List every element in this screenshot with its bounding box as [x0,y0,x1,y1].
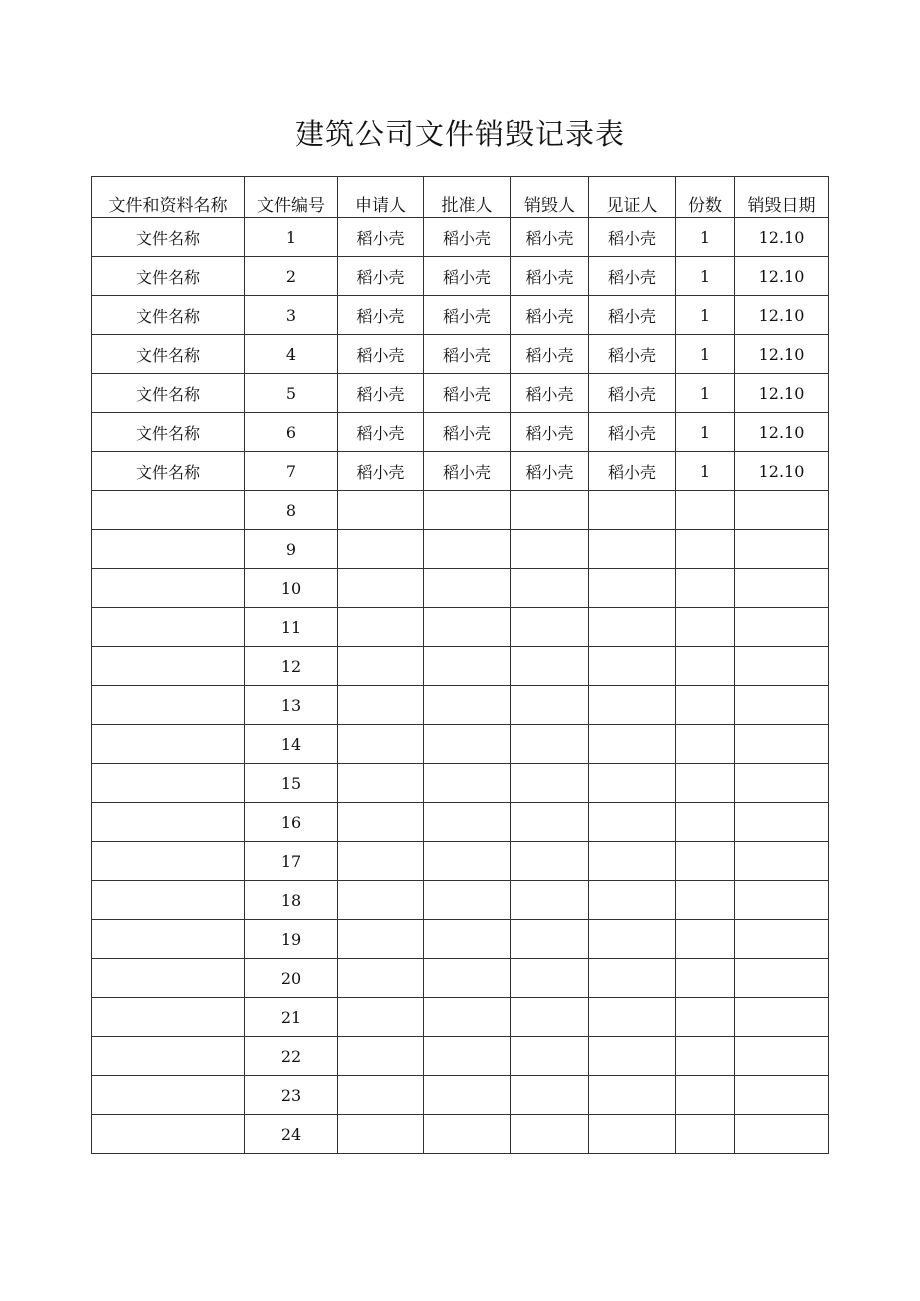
cell-witness: 稻小壳 [589,335,676,374]
cell-document-number: 5 [245,374,338,413]
cell-approver: 稻小壳 [424,296,511,335]
table-row [92,920,829,959]
cell-applicant: 稻小壳 [338,335,424,374]
cell-copies [676,725,735,764]
header-applicant: 申请人 [338,177,424,218]
table-row [92,296,829,335]
header-approver: 批准人 [424,177,511,218]
cell-witness [589,1076,676,1115]
cell-destruction-date [735,1037,829,1076]
table-row [92,608,829,647]
cell-witness [589,998,676,1037]
cell-applicant [338,842,424,881]
cell-applicant [338,998,424,1037]
cell-destroyer [511,998,589,1037]
cell-document-number: 18 [245,881,338,920]
cell-destruction-date [735,608,829,647]
cell-witness [589,491,676,530]
cell-applicant [338,608,424,647]
cell-destruction-date [735,725,829,764]
cell-destroyer: 稻小壳 [511,257,589,296]
cell-document-number: 4 [245,335,338,374]
cell-document-number: 17 [245,842,338,881]
cell-document-number: 10 [245,569,338,608]
cell-destruction-date [735,569,829,608]
cell-witness [589,803,676,842]
cell-document-name [92,959,245,998]
cell-copies [676,920,735,959]
cell-destruction-date [735,920,829,959]
cell-document-name [92,764,245,803]
cell-destroyer [511,530,589,569]
cell-destruction-date: 12.10 [735,452,829,491]
cell-copies [676,491,735,530]
cell-approver: 稻小壳 [424,452,511,491]
header-document-name: 文件和资料名称 [92,177,245,218]
cell-document-name: 文件名称 [92,335,245,374]
cell-document-name [92,881,245,920]
table-row [92,257,829,296]
cell-copies: 1 [676,452,735,491]
cell-witness [589,530,676,569]
cell-destroyer [511,1076,589,1115]
cell-approver: 稻小壳 [424,413,511,452]
cell-destruction-date [735,491,829,530]
cell-approver [424,1076,511,1115]
cell-copies: 1 [676,257,735,296]
cell-document-name [92,998,245,1037]
cell-copies: 1 [676,413,735,452]
cell-witness [589,842,676,881]
cell-approver [424,569,511,608]
table-row [92,842,829,881]
cell-destruction-date [735,959,829,998]
cell-document-name [92,1037,245,1076]
cell-witness: 稻小壳 [589,413,676,452]
cell-approver [424,920,511,959]
cell-document-name: 文件名称 [92,257,245,296]
cell-copies [676,959,735,998]
cell-document-name: 文件名称 [92,296,245,335]
document-title: 建筑公司文件销毁记录表 [294,117,625,151]
cell-applicant: 稻小壳 [338,413,424,452]
cell-approver: 稻小壳 [424,335,511,374]
cell-document-number: 3 [245,296,338,335]
cell-witness: 稻小壳 [589,452,676,491]
cell-applicant: 稻小壳 [338,374,424,413]
cell-applicant [338,1076,424,1115]
cell-applicant: 稻小壳 [338,296,424,335]
header-copies: 份数 [676,177,735,218]
cell-applicant: 稻小壳 [338,218,424,257]
table-row [92,452,829,491]
cell-destroyer: 稻小壳 [511,452,589,491]
cell-copies [676,647,735,686]
cell-destroyer: 稻小壳 [511,374,589,413]
cell-witness [589,686,676,725]
cell-destroyer [511,803,589,842]
table-row [92,764,829,803]
cell-approver [424,1115,511,1154]
cell-copies [676,1037,735,1076]
table-row [92,647,829,686]
table-header-row [92,177,829,218]
cell-approver: 稻小壳 [424,218,511,257]
cell-destruction-date: 12.10 [735,296,829,335]
cell-document-name [92,1076,245,1115]
cell-document-name [92,608,245,647]
cell-document-name [92,530,245,569]
cell-applicant [338,959,424,998]
cell-witness [589,608,676,647]
cell-destroyer [511,686,589,725]
table-row [92,803,829,842]
cell-destruction-date: 12.10 [735,374,829,413]
cell-document-number: 22 [245,1037,338,1076]
cell-document-number: 1 [245,218,338,257]
cell-document-number: 12 [245,647,338,686]
table-row [92,725,829,764]
header-witness: 见证人 [589,177,676,218]
table-row [92,413,829,452]
cell-approver [424,959,511,998]
cell-copies [676,764,735,803]
cell-document-name [92,686,245,725]
cell-destroyer [511,764,589,803]
cell-document-number: 21 [245,998,338,1037]
cell-destroyer [511,647,589,686]
cell-document-number: 2 [245,257,338,296]
cell-destruction-date [735,647,829,686]
cell-witness [589,920,676,959]
cell-applicant: 稻小壳 [338,257,424,296]
table-row [92,998,829,1037]
cell-applicant [338,569,424,608]
cell-witness: 稻小壳 [589,218,676,257]
cell-approver [424,686,511,725]
cell-destruction-date [735,1115,829,1154]
cell-document-name [92,725,245,764]
cell-destruction-date [735,764,829,803]
cell-applicant [338,530,424,569]
cell-witness: 稻小壳 [589,374,676,413]
table-row [92,1076,829,1115]
cell-applicant [338,647,424,686]
table-row [92,1037,829,1076]
cell-document-name [92,569,245,608]
cell-approver: 稻小壳 [424,257,511,296]
cell-destroyer [511,491,589,530]
cell-document-number: 15 [245,764,338,803]
cell-copies [676,881,735,920]
cell-copies: 1 [676,374,735,413]
cell-witness: 稻小壳 [589,257,676,296]
cell-document-name [92,491,245,530]
cell-document-name: 文件名称 [92,374,245,413]
cell-approver [424,881,511,920]
cell-copies [676,1115,735,1154]
cell-document-name [92,1115,245,1154]
table-row [92,218,829,257]
cell-witness: 稻小壳 [589,296,676,335]
cell-destruction-date [735,530,829,569]
cell-destruction-date: 12.10 [735,257,829,296]
cell-destroyer [511,1037,589,1076]
cell-witness [589,1037,676,1076]
cell-document-number: 20 [245,959,338,998]
table-row [92,881,829,920]
cell-destruction-date [735,686,829,725]
cell-document-number: 6 [245,413,338,452]
cell-copies [676,803,735,842]
cell-witness [589,959,676,998]
cell-destroyer [511,1115,589,1154]
cell-destruction-date: 12.10 [735,413,829,452]
table-row [92,374,829,413]
cell-destroyer: 稻小壳 [511,413,589,452]
cell-document-number: 19 [245,920,338,959]
cell-document-number: 9 [245,530,338,569]
cell-copies [676,530,735,569]
cell-destroyer: 稻小壳 [511,218,589,257]
cell-destroyer: 稻小壳 [511,296,589,335]
cell-approver [424,1037,511,1076]
table-body [92,218,829,1154]
cell-applicant [338,764,424,803]
destruction-record-table [91,176,829,1154]
cell-copies: 1 [676,296,735,335]
cell-destruction-date [735,803,829,842]
cell-approver [424,725,511,764]
cell-approver [424,842,511,881]
cell-witness [589,569,676,608]
cell-destroyer [511,608,589,647]
cell-witness [589,1115,676,1154]
cell-approver [424,608,511,647]
cell-copies [676,998,735,1037]
cell-document-name [92,842,245,881]
cell-document-name [92,647,245,686]
table-row [92,1115,829,1154]
cell-destruction-date [735,881,829,920]
table-row [92,491,829,530]
cell-approver [424,998,511,1037]
cell-copies [676,1076,735,1115]
cell-document-name: 文件名称 [92,218,245,257]
cell-applicant: 稻小壳 [338,452,424,491]
cell-destruction-date [735,998,829,1037]
cell-destroyer [511,881,589,920]
cell-witness [589,647,676,686]
cell-applicant [338,686,424,725]
cell-copies [676,608,735,647]
cell-document-number: 14 [245,725,338,764]
cell-document-number: 13 [245,686,338,725]
table-row [92,530,829,569]
cell-copies: 1 [676,335,735,374]
cell-destruction-date: 12.10 [735,218,829,257]
cell-approver [424,530,511,569]
table-row [92,959,829,998]
cell-approver [424,803,511,842]
cell-document-name: 文件名称 [92,413,245,452]
cell-applicant [338,881,424,920]
cell-copies [676,569,735,608]
table-row [92,686,829,725]
cell-destroyer [511,569,589,608]
cell-approver [424,491,511,530]
cell-document-number: 16 [245,803,338,842]
cell-destroyer: 稻小壳 [511,335,589,374]
cell-copies [676,842,735,881]
cell-copies: 1 [676,218,735,257]
cell-approver [424,647,511,686]
cell-applicant [338,491,424,530]
cell-approver [424,764,511,803]
table-row [92,569,829,608]
cell-document-name [92,803,245,842]
cell-applicant [338,1115,424,1154]
cell-witness [589,725,676,764]
header-destroyer: 销毁人 [511,177,589,218]
cell-applicant [338,920,424,959]
cell-applicant [338,803,424,842]
cell-witness [589,764,676,803]
cell-destruction-date: 12.10 [735,335,829,374]
cell-approver: 稻小壳 [424,374,511,413]
header-destruction-date: 销毁日期 [735,177,829,218]
cell-destruction-date [735,842,829,881]
cell-document-number: 8 [245,491,338,530]
cell-document-number: 11 [245,608,338,647]
header-document-number: 文件编号 [245,177,338,218]
cell-applicant [338,1037,424,1076]
cell-document-name: 文件名称 [92,452,245,491]
cell-document-number: 7 [245,452,338,491]
table-row [92,335,829,374]
cell-applicant [338,725,424,764]
cell-destroyer [511,725,589,764]
cell-document-number: 24 [245,1115,338,1154]
cell-document-name [92,920,245,959]
cell-destruction-date [735,1076,829,1115]
cell-copies [676,686,735,725]
cell-witness [589,881,676,920]
cell-destroyer [511,842,589,881]
cell-destroyer [511,920,589,959]
cell-document-number: 23 [245,1076,338,1115]
cell-destroyer [511,959,589,998]
